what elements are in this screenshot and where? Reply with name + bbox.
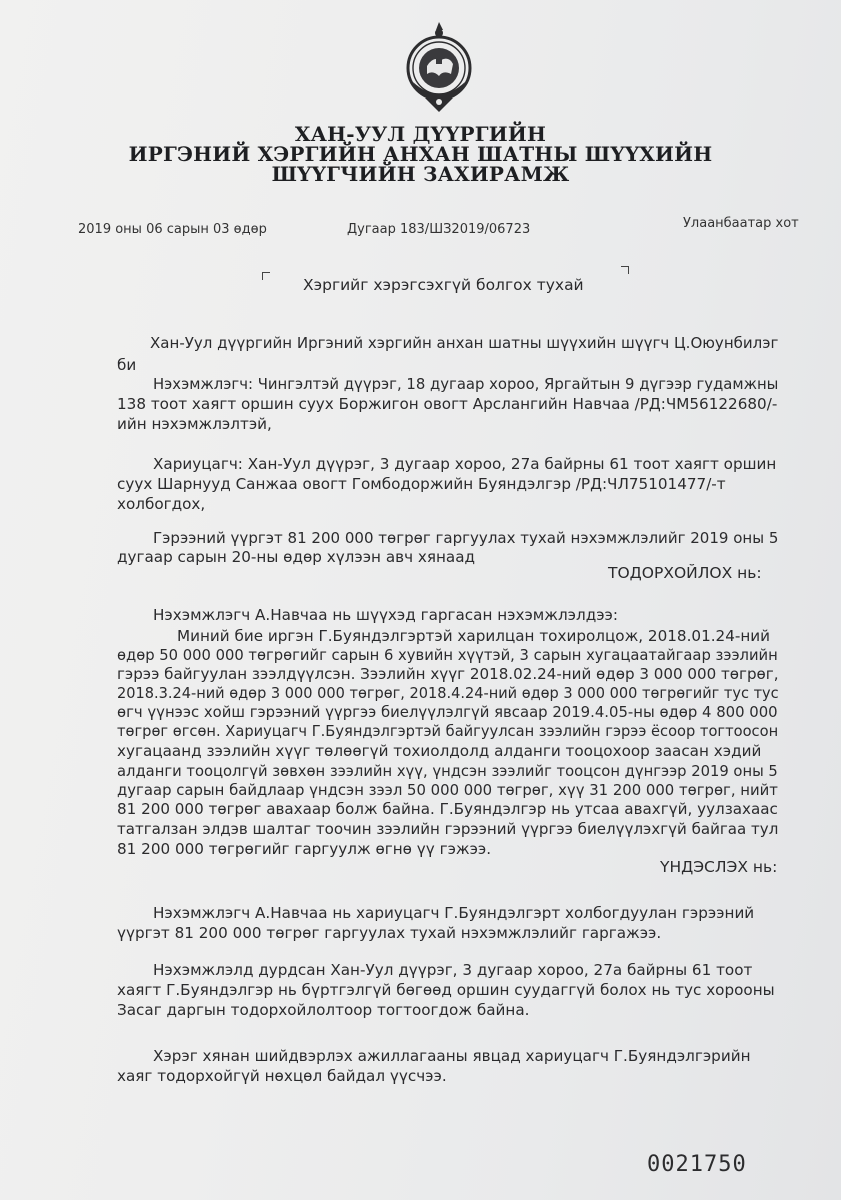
body-line-p7-1: Нэхэмжлэлд дурдсан Хан-Уул дүүрэг, 3 дугаар хороо, 27а байрны 61 тоот: [153, 961, 753, 979]
header-line-2: ИРГЭНИЙ ХЭРГИЙН АНХАН ШАТНЫ ШҮҮХИЙН: [128, 142, 713, 166]
section-heading-todorkhoilokh: ТОДОРХОЙЛОХ нь:: [608, 564, 762, 582]
body-line-p8-2: хаяг тодорхойгүй нөхцөл байдал үүсчээ.: [117, 1067, 447, 1085]
document-place: Улаанбаатар хот: [683, 216, 799, 231]
document-number: Дугаар 183/ШЗ2019/06723: [347, 222, 531, 237]
serial-number: 0021750: [647, 1152, 747, 1177]
body-line-p7-2: хаягт Г.Буяндэлгэр нь бүртгэлгүй бөгөөд оршин суудаггүй болох нь тус хорооны: [117, 981, 775, 999]
bracket-top-left: [262, 272, 270, 280]
body-line-p5-6: өгч үүнээс хойш гэрээний үүргээ биелүүлэлгүй явсаар 2019.4.05-ны өдөр 4 800 000: [117, 703, 778, 721]
body-line-p3-3: холбогдох,: [117, 495, 206, 513]
body-line-p1-2: би: [117, 356, 137, 374]
body-line-p5-7: төгрөг өгсөн. Хариуцагч Г.Буяндэлгэртэй байгуулсан зээлийн гэрээ ёсоор тогтоосон: [117, 722, 779, 740]
bracket-top-right: [621, 266, 629, 274]
body-line-p2-3: ийн нэхэмжлэлтэй,: [117, 415, 272, 433]
document-date: 2019 оны 06 сарын 03 өдөр: [78, 222, 267, 237]
body-line-p5-10: дугаар сарын байдлаар үндсэн зээл 50 000 000 төгрөг, хүү 31 200 000 төгрөг, нийт: [117, 781, 778, 799]
body-line-p6-1: Нэхэмжлэгч А.Навчаа нь хариуцагч Г.Буяндэлгэрт холбогдуулан гэрээний: [153, 904, 755, 922]
body-line-p2-2: 138 тоот хаягт оршин суух Боржигон овогт Арслангийн Навчаа /РД:ЧМ56122680/-: [117, 395, 778, 413]
body-line-p4-2: дугаар сарын 20-ны өдөр хүлээн авч хянаад: [117, 548, 476, 566]
body-line-p5-3: өдөр 50 000 000 төгрөгийг сарын 6 хувийн хүүтэй, 3 сарын хугацаатайгаар зээлийн: [117, 646, 778, 664]
body-line-p4-1: Гэрээний үүргэт 81 200 000 төгрөг гаргуулах тухай нэхэмжлэлийг 2019 оны 5: [153, 529, 779, 547]
body-line-p5-9: алданги тооцолгүй зөвхөн зээлийн хүү, үндсэн зээлийг тооцсон дүнгээр 2019 оны 5: [117, 762, 778, 780]
body-line-p2-1: Нэхэмжлэгч: Чингэлтэй дүүрэг, 18 дугаар хороо, Яргайтын 9 дүгээр гудамжны: [153, 375, 779, 393]
body-line-p5-4: гэрээ байгуулан зээлдүүлсэн. Зээлийн хүүг 2018.02.24-ний өдөр 3 000 000 төгрөг,: [117, 665, 779, 683]
body-line-p6-2: үүргэт 81 200 000 төгрөг гаргуулах тухай нэхэмжлэлийг гаргажээ.: [117, 924, 662, 942]
body-line-p3-1: Хариуцагч: Хан-Уул дүүрэг, 3 дугаар хороо, 27а байрны 61 тоот хаягт оршин: [153, 455, 777, 473]
document-subject: Хэргийг хэрэгсэхгүй болгох тухай: [303, 276, 584, 294]
body-line-p3-2: суух Шарнууд Санжаа овогт Гомбодоржийн Буяндэлгэр /РД:ЧЛ75101477/-т: [117, 475, 726, 493]
body-line-p5-13: 81 200 000 төгрөгийг гаргуулж өгнө үү гэжээ.: [117, 840, 492, 858]
header-line-1: ХАН-УУЛ ДҮҮРГИЙН: [294, 122, 547, 146]
body-line-p5-8: хугацаанд зээлийн хүүг төлөөгүй тохиолдолд алданги тооцохоор заасан хэдий: [117, 742, 762, 760]
body-line-p7-3: Засаг даргын тодорхойлолтоор тогтоогдож байна.: [117, 1001, 530, 1019]
body-line-p5-5: 2018.3.24-ний өдөр 3 000 000 төгрөг, 2018.4.24-ний өдөр 3 000 000 төгрөгийг тус тус: [117, 684, 779, 702]
header-line-3: ШҮҮГЧИЙН ЗАХИРАМЖ: [271, 162, 570, 186]
body-line-p8-1: Хэрэг хянан шийдвэрлэх ажиллагааны явцад хариуцагч Г.Буяндэлгэрийн: [153, 1047, 751, 1065]
mongolia-state-emblem-icon: [403, 20, 475, 116]
section-heading-undeslekh: ҮНДЭСЛЭХ нь:: [660, 858, 778, 876]
body-line-p5-2: Миний бие иргэн Г.Буяндэлгэртэй харилцан тохиролцож, 2018.01.24-ний: [177, 627, 771, 645]
body-line-p5-1: Нэхэмжлэгч А.Навчаа нь шүүхэд гаргасан нэхэмжлэлдээ:: [153, 606, 618, 624]
body-line-p1-1: Хан-Уул дүүргийн Иргэний хэргийн анхан шатны шүүхийн шүүгч Ц.Оюунбилэг: [150, 334, 779, 352]
body-line-p5-11: 81 200 000 төгрөг авахаар болж байна. Г.Буяндэлгэр нь утсаа авахгүй, уулзахаас: [117, 800, 778, 818]
body-line-p5-12: татгалзан элдэв шалтаг тоочин зээлийн гэрээний үүргээ биелүүлэхгүй байгаа тул: [117, 820, 779, 838]
